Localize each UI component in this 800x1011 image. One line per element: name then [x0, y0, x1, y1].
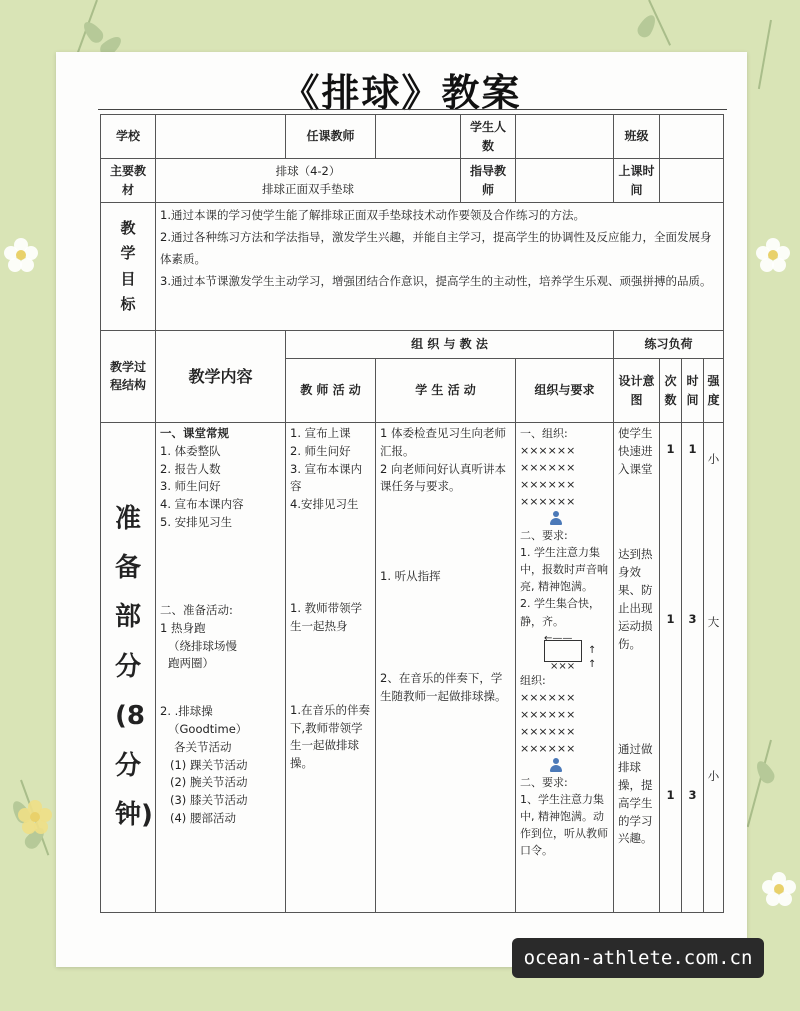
- material-value: [156, 159, 461, 203]
- routine-item: 3. 师生问好: [160, 479, 221, 494]
- duration-value: 3: [688, 611, 697, 626]
- req-item: 2. 学生集合快，静，齐。: [520, 597, 600, 628]
- watermark: ocean-athlete.com.cn: [512, 938, 764, 978]
- teaching-content: [156, 423, 286, 913]
- duration-value: 1: [688, 442, 697, 456]
- design-item: 达到热身效果、防止出现运动损伤。: [618, 547, 653, 651]
- teacher-value: [376, 115, 461, 159]
- goals-content: [156, 203, 724, 331]
- org-method-header: 组 织 与 教 法: [286, 331, 614, 359]
- flower-icon: [756, 238, 790, 272]
- warmup-title: 二、准备活动:: [160, 602, 233, 617]
- formation-row: ××××××: [520, 724, 576, 738]
- lesson-plan-table: [100, 114, 724, 913]
- organization-requirements: [516, 423, 614, 913]
- intensity-header: [704, 359, 724, 423]
- student-step: 1. 听从指挥: [380, 569, 441, 584]
- load-duration: [682, 423, 704, 913]
- exercise-item: 2. .排球操: [160, 704, 213, 719]
- goal-item: 1.通过本课的学习使学生能了解排球正面双手垫球技术动作要领及合作练习的方法。: [160, 208, 585, 222]
- exercise-item: 各关节活动: [174, 739, 232, 754]
- material-line: 排球正面双手垫球: [262, 181, 354, 196]
- arrow-up-icon: ↑: [588, 644, 597, 656]
- times-value: 1: [666, 611, 675, 626]
- req-item: 1、学生注意力集中, 精神饱满。动作到位，听从教师口令。: [520, 792, 608, 858]
- intensity-value: 小: [707, 768, 720, 783]
- goal-item: 2.通过各种练习方法和学法指导，激发学生兴趣，并能自主学习，提高学生的协调性及反应能力，全面发展身体素质。: [160, 229, 712, 266]
- teacher-activity: [286, 423, 376, 913]
- org-title: 一、组织:: [520, 427, 568, 440]
- goal-item: 3.通过本节课激发学生主动学习，增强团结合作意识，提高学生的主动性，培养学生乐观、顽强拼搏的品质。: [160, 273, 712, 288]
- goals-label: [101, 203, 156, 331]
- teacher-step: 1. 教师带领学生一起热身: [290, 601, 363, 633]
- duration-header: [682, 359, 704, 423]
- intensity-header-text: 强度: [707, 373, 720, 407]
- routine-item: 5. 安排见习生: [160, 515, 233, 530]
- teacher-person-icon: [550, 758, 562, 772]
- teacher-label: 任课教师: [286, 115, 376, 159]
- class-value: [660, 115, 724, 159]
- section-label: [101, 423, 156, 913]
- exercise-item: (4) 腰部活动: [170, 811, 236, 825]
- load-times: [660, 423, 682, 913]
- flower-icon: [18, 800, 52, 834]
- intensity-value: 小: [707, 452, 720, 466]
- student-step: 2 向老师问好认真听讲本课任务与要求。: [380, 461, 506, 494]
- formation-row: ××××××: [520, 741, 576, 755]
- org-title: 组织:: [520, 673, 546, 687]
- document-title: 《排球》教案: [281, 71, 522, 115]
- guide-teacher-value: [516, 159, 614, 203]
- section-label-text: 准备部分(8分钟): [115, 503, 153, 830]
- teacher-step: 1.在音乐的伴奏下,教师带领学生一起做排球操。: [290, 702, 370, 771]
- times-value: 1: [666, 787, 675, 802]
- title-rule: [98, 109, 727, 110]
- req-title: 二、要求:: [520, 775, 568, 789]
- exercise-item: (1) 踝关节活动: [170, 757, 248, 772]
- routine-title: 一、课堂常规: [160, 426, 229, 440]
- flower-icon: [4, 238, 38, 272]
- students-label: 学生人数: [461, 115, 516, 159]
- students-value: [516, 115, 614, 159]
- teacher-step: 3. 宣布本课内容: [290, 461, 363, 494]
- school-label: 学校: [101, 115, 156, 159]
- teacher-person-icon: [550, 511, 562, 525]
- lesson-plan-page: [56, 52, 747, 967]
- formation-row: [520, 493, 609, 510]
- formation-row: ××××××: [520, 461, 576, 475]
- duration-value: 3: [688, 787, 697, 802]
- design-header: 设计意图: [614, 359, 660, 423]
- content-header: 教学内容: [156, 331, 286, 423]
- warmup-item: 跑两圈）: [168, 656, 214, 671]
- student-step: 2、在音乐的伴奏下，学生随教师一起做排球操。: [380, 671, 507, 703]
- material-line: 排球（4-2）: [275, 163, 341, 178]
- arrow-left-icon: ←——: [544, 632, 573, 644]
- req-item: 1. 学生注意力集中，报数时声音响亮, 精神饱满。: [520, 546, 608, 594]
- class-label: 班级: [614, 115, 660, 159]
- formation-row: ××××××: [520, 690, 576, 704]
- material-label: 主要教材: [101, 159, 156, 203]
- exercise-item: （Goodtime）: [168, 721, 248, 736]
- teacher-step: 1. 宣布上课: [290, 426, 351, 440]
- school-value: [156, 115, 286, 159]
- student-activity: [376, 423, 516, 913]
- req-title: 二、要求:: [520, 529, 568, 543]
- exercise-item: (2) 腕关节活动: [170, 775, 248, 790]
- intensity-value: 大: [707, 614, 720, 629]
- load-intensity: [704, 423, 724, 913]
- requirement-header: 组织与要求: [516, 359, 614, 423]
- design-item: 使学生快速进入课堂: [618, 426, 653, 476]
- structure-header-text: 教学过程结构: [109, 360, 146, 393]
- load-header: 练习负荷: [614, 331, 724, 359]
- flower-icon: [762, 872, 796, 906]
- field-marks: ×××: [550, 660, 576, 672]
- goals-label-text: 教学目标: [120, 218, 136, 313]
- teacher-step: 4.安排见习生: [290, 497, 359, 512]
- arrow-up-icon: ↑: [588, 658, 597, 670]
- times-value: 1: [666, 442, 675, 456]
- class-time-value: [660, 159, 724, 203]
- duration-header-text: 时间: [686, 373, 699, 407]
- formation-row-text: ××××××: [520, 495, 576, 509]
- times-header-text: 次数: [664, 373, 677, 407]
- formation-row: ××××××: [520, 444, 576, 458]
- routine-item: 4. 宣布本课内容: [160, 497, 244, 512]
- class-time-label: 上课时间: [614, 159, 660, 203]
- running-route-diagram: [544, 634, 604, 670]
- warmup-item: （绕排球场慢: [168, 638, 237, 653]
- times-header: [660, 359, 682, 423]
- student-activity-header: 学 生 活 动: [376, 359, 516, 423]
- teacher-step: 2. 师生问好: [290, 443, 351, 458]
- routine-item: 2. 报告人数: [160, 461, 221, 476]
- formation-row: ××××××: [520, 707, 576, 721]
- guide-teacher-label: 指导教师: [461, 159, 516, 203]
- student-step: 1 体委检查见习生向老师汇报。: [380, 426, 506, 458]
- formation-row: ××××××: [520, 478, 576, 492]
- teacher-activity-header: 教 师 活 动: [286, 359, 376, 423]
- exercise-item: (3) 膝关节活动: [170, 793, 248, 808]
- warmup-item: 1 热身跑: [160, 620, 206, 635]
- routine-item: 1. 体委整队: [160, 443, 221, 458]
- court-outline: [544, 640, 582, 662]
- design-intent: [614, 423, 660, 913]
- design-item: 通过做排球操，提高学生的学习兴趣。: [618, 742, 653, 846]
- structure-header: [101, 331, 156, 423]
